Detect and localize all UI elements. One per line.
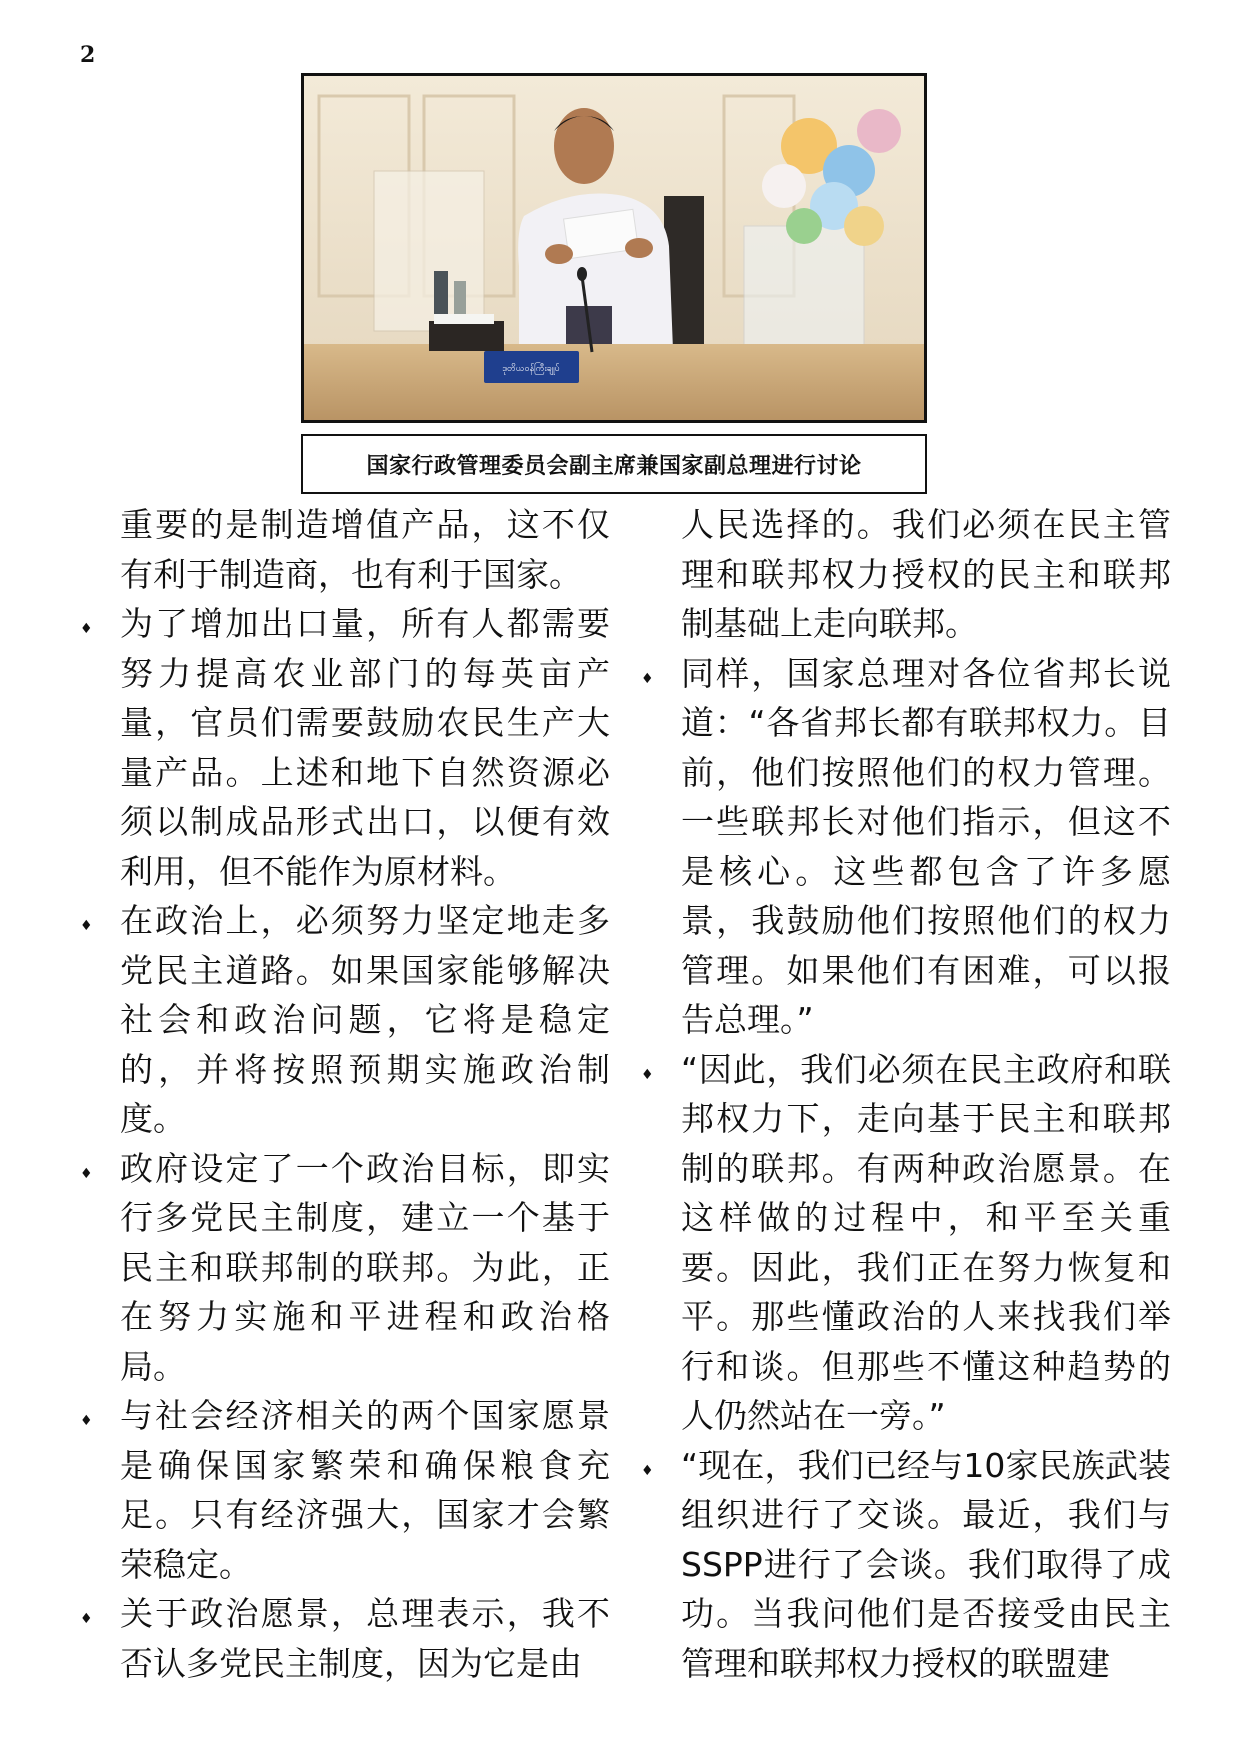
right-bullet-paragraph-3: ♦ “因此，我们必须在民主政府和联邦权力下，走向基于民主和联邦制的联邦。有两种政治愿景。在这样做的过程中，和平至关重要。因此，我们正在努力恢复和平。那些懂政治的人来找我们举行和谈。但那些不懂这种趋势的人仍然站在一旁。”	[681, 1045, 1171, 1441]
news-photo	[301, 73, 927, 423]
photo-caption: 国家行政管理委员会副主席兼国家副总理进行讨论	[366, 453, 862, 479]
left-bullet-paragraph-4: ♦ 政府设定了一个政治目标，即实行多党民主制度，建立一个基于民主和联邦制的联邦。为此，正在努力实施和平进程和政治格局。	[120, 1144, 610, 1392]
left-bullet-paragraph-6: ♦ 关于政治愿景，总理表示，我不否认多党民主制度，因为它是由	[120, 1589, 610, 1688]
right-paragraph-1: 人民选择的。我们必须在民主管理和联邦权力授权的民主和联邦制基础上走向联邦。	[681, 505, 1171, 643]
right-bullet-paragraph-4: ♦ “现在，我们已经与10家民族武装组织进行了交谈。最近，我们与SSPP进行了会谈。我们取得了成功。当我问他们是否接受由民主管理和联邦权力授权的联盟建	[681, 1441, 1171, 1689]
nameplate-text: ဒုတိယဝန်ကြီးချုပ်	[502, 364, 560, 374]
right-bullet-paragraph-2: ♦ 同样，国家总理对各位省邦长说道：“各省邦长都有联邦权力。目前，他们按照他们的权力管理。一些联邦长对他们指示，但这不是核心。这些都包含了许多愿景，我鼓励他们按照他们的权力管理。如果他们有困难，可以报告总理。”	[681, 649, 1171, 1045]
left-bullet-paragraph-2: ♦ 为了增加出口量，所有人都需要努力提高农业部门的每英亩产量，官员们需要鼓励农民生产大量产品。上述和地下自然资源必须以制成品形式出口，以便有效利用，但不能作为原材料。	[120, 599, 610, 896]
photo-caption-box	[301, 434, 927, 494]
right-column	[681, 500, 1171, 1688]
page-number: 2	[80, 42, 96, 68]
left-column	[120, 500, 610, 1688]
left-paragraph-1: 重要的是制造增值产品，这不仅有利于制造商，也有利于国家。	[120, 505, 610, 594]
left-bullet-paragraph-3: ♦ 在政治上，必须努力坚定地走多党民主道路。如果国家能够解决社会和政治问题，它将是稳定的，并将按照预期实施政治制度。	[120, 896, 610, 1144]
news-photo-illustration	[304, 76, 924, 420]
left-bullet-paragraph-5: ♦ 与社会经济相关的两个国家愿景是确保国家繁荣和确保粮食充足。只有经济强大，国家才会繁荣稳定。	[120, 1391, 610, 1589]
